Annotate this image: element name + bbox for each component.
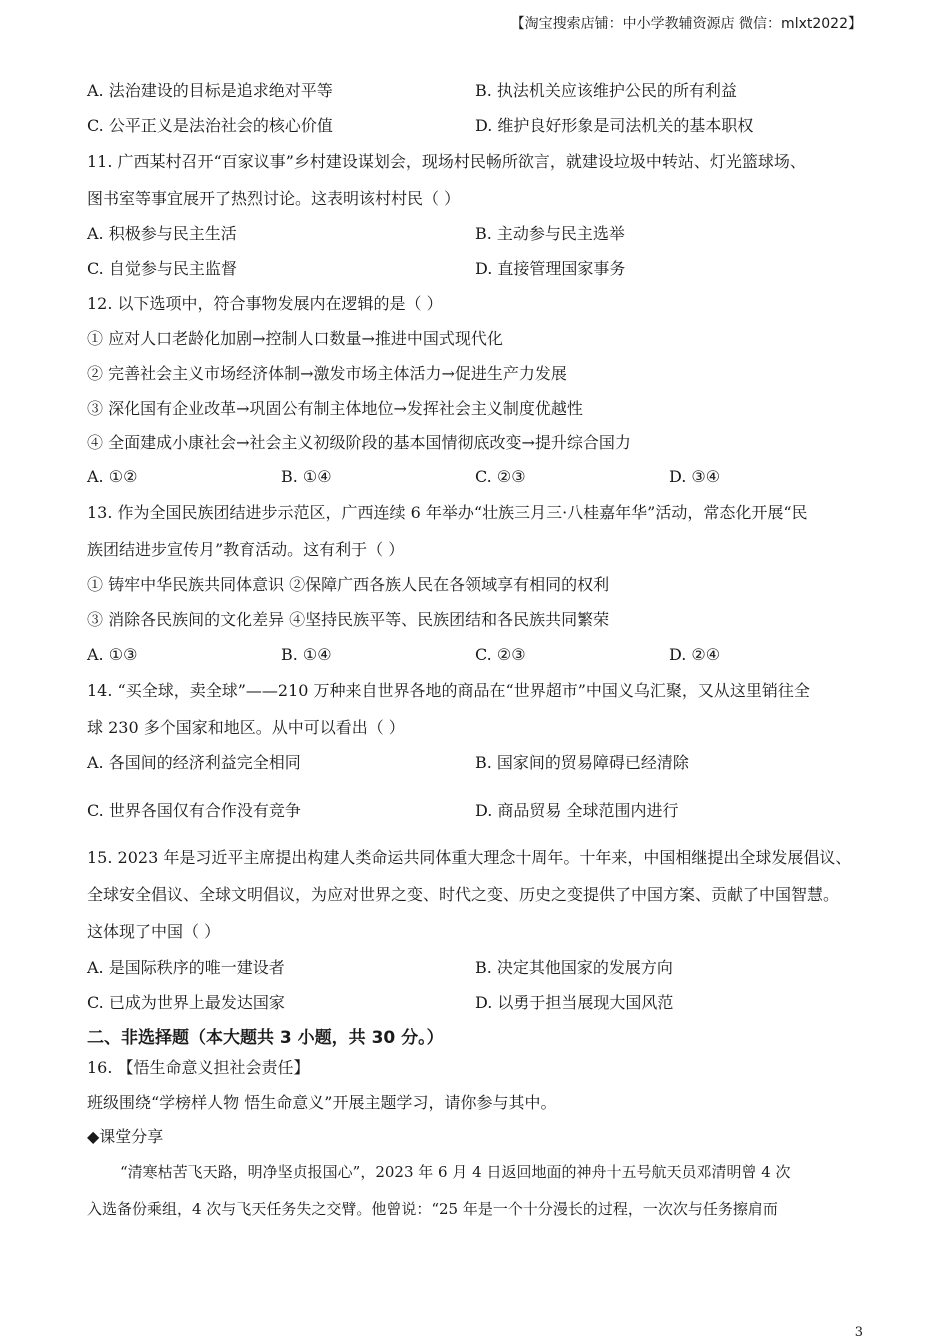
q15-option-b: B. 决定其他国家的发展方向 <box>475 958 673 977</box>
q12-statement-2: ② 完善社会主义市场经济体制→激发市场主体活力→促进生产力发展 <box>87 364 567 383</box>
q11-option-d: D. 直接管理国家事务 <box>475 259 626 278</box>
q10-option-c: C. 公平正义是法治社会的核心价值 <box>87 116 333 135</box>
q13-option-c: C. ②③ <box>475 645 526 664</box>
q15-stem-line3: 这体现了中国（ ） <box>87 922 221 941</box>
q15-option-a: A. 是国际秩序的唯一建设者 <box>87 958 285 977</box>
q13-stem-line1: 13. 作为全国民族团结进步示范区，广西连续 6 年举办“壮族三月三·八桂嘉年华”活动，常态化开展“民 <box>87 503 808 522</box>
q12-statement-3: ③ 深化国有企业改革→巩固公有制主体地位→发挥社会主义制度优越性 <box>87 399 583 418</box>
q16-title: 16. 【悟生命意义担社会责任】 <box>87 1058 310 1077</box>
q15-stem-line2: 全球安全倡议、全球文明倡议，为应对世界之变、时代之变、历史之变提供了中国方案、贡献了中国智慧。 <box>87 885 840 904</box>
q10-option-a: A. 法治建设的目标是追求绝对平等 <box>87 81 333 100</box>
q11-option-c: C. 自觉参与民主监督 <box>87 259 237 278</box>
q11-option-b: B. 主动参与民主选举 <box>475 224 625 243</box>
q16-material-line2: 入选备份乘组，4 次与飞天任务失之交臂。他曾说：“25 年是一个十分漫长的过程，一次次与任务擦肩而 <box>87 1200 778 1218</box>
page-header-shop-info: 【淘宝搜索店铺：中小学教辅资源店 微信：mlxt2022】 <box>510 16 862 32</box>
q14-option-a: A. 各国间的经济利益完全相同 <box>87 753 301 772</box>
q14-stem-line2: 球 230 多个国家和地区。从中可以看出（ ） <box>87 718 405 737</box>
q14-option-b: B. 国家间的贸易障碍已经清除 <box>475 753 689 772</box>
page-number: 3 <box>854 1325 863 1340</box>
q15-option-c: C. 已成为世界上最发达国家 <box>87 993 285 1012</box>
q14-stem-line1: 14. “买全球，卖全球”——210 万种来自世界各地的商品在“世界超市”中国义乌汇聚，又从这里销往全 <box>87 681 810 700</box>
section-2-heading: 二、非选择题（本大题共 3 小题，共 30 分。） <box>87 1028 444 1048</box>
q14-option-d: D. 商品贸易 全球范围内进行 <box>475 801 679 820</box>
q13-option-d: D. ②④ <box>669 645 721 664</box>
q13-statements-3-4: ③ 消除各民族间的文化差异 ④坚持民族平等、民族团结和各民族共同繁荣 <box>87 610 610 629</box>
q13-statements-1-2: ① 铸牢中华民族共同体意识 ②保障广西各族人民在各领域享有相同的权利 <box>87 575 610 594</box>
q11-stem-line2: 图书室等事宜展开了热烈讨论。这表明该村村民（ ） <box>87 189 461 208</box>
q14-option-c: C. 世界各国仅有合作没有竞争 <box>87 801 301 820</box>
q16-intro: 班级围绕“学榜样人物 悟生命意义”开展主题学习，请你参与其中。 <box>87 1093 557 1112</box>
q13-option-a: A. ①③ <box>87 645 138 664</box>
q12-statement-1: ① 应对人口老龄化加剧→控制人口数量→推进中国式现代化 <box>87 329 503 348</box>
q13-option-b: B. ①④ <box>281 645 332 664</box>
q12-option-c: C. ②③ <box>475 467 526 486</box>
q12-option-a: A. ①② <box>87 467 138 486</box>
q10-option-d: D. 维护良好形象是司法机关的基本职权 <box>475 116 754 135</box>
q16-subheading-classroom-share: ◆课堂分享 <box>87 1127 164 1146</box>
q10-option-b: B. 执法机关应该维护公民的所有利益 <box>475 81 737 100</box>
q16-material-line1: “清寒枯苦飞天路，明净坚贞报国心”，2023 年 6 月 4 日返回地面的神舟十五号航天员邓清明曾 4 次 <box>120 1163 791 1181</box>
q11-option-a: A. 积极参与民主生活 <box>87 224 237 243</box>
q13-stem-line2: 族团结进步宣传月”教育活动。这有利于（ ） <box>87 540 405 559</box>
q15-option-d: D. 以勇于担当展现大国风范 <box>475 993 674 1012</box>
q11-stem-line1: 11. 广西某村召开“百家议事”乡村建设谋划会，现场村民畅所欲言，就建设垃圾中转站、灯光篮球场、 <box>87 152 806 171</box>
q12-option-b: B. ①④ <box>281 467 332 486</box>
q12-statement-4: ④ 全面建成小康社会→社会主义初级阶段的基本国情彻底改变→提升综合国力 <box>87 433 631 452</box>
q15-stem-line1: 15. 2023 年是习近平主席提出构建人类命运共同体重大理念十周年。十年来，中国相继提出全球发展倡议、 <box>87 848 852 867</box>
q12-stem: 12. 以下选项中，符合事物发展内在逻辑的是（ ） <box>87 294 443 313</box>
q12-option-d: D. ③④ <box>669 467 721 486</box>
